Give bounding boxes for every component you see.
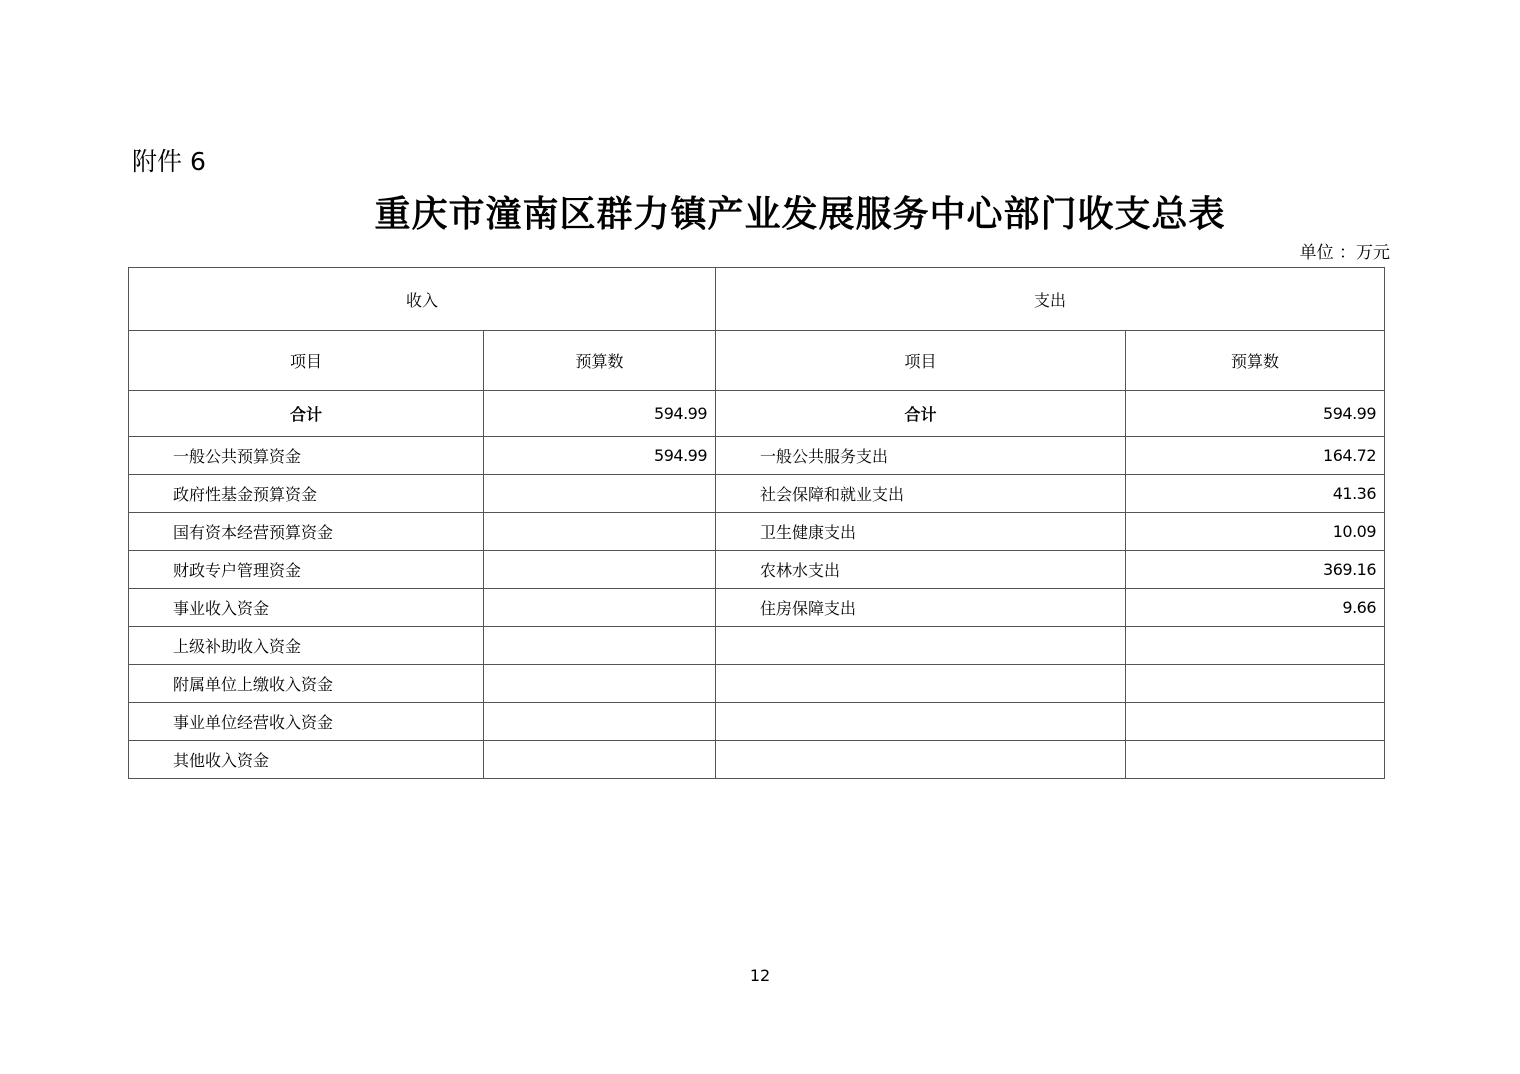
expense-total-value: 594.99: [1126, 391, 1385, 437]
income-section-header: 收入: [129, 268, 716, 331]
table-row: [129, 437, 1385, 475]
expense-value-cell: 10.09: [1126, 513, 1385, 551]
budget-summary-table: [128, 267, 1385, 779]
table-row: [129, 589, 1385, 627]
income-item-cell: 财政专户管理资金: [129, 551, 484, 589]
expense-item-column-header: 项目: [716, 331, 1126, 391]
income-value-cell: [484, 589, 716, 627]
table-row: [129, 741, 1385, 779]
expense-item-cell: [716, 703, 1126, 741]
table-row: [129, 627, 1385, 665]
expense-value-cell: [1126, 703, 1385, 741]
income-total-label: 合计: [129, 391, 484, 437]
column-header-row: [129, 331, 1385, 391]
income-item-cell: 国有资本经营预算资金: [129, 513, 484, 551]
income-item-cell: 事业单位经营收入资金: [129, 703, 484, 741]
income-value-cell: [484, 551, 716, 589]
attachment-label: 附件 6: [132, 147, 206, 176]
expense-item-cell: [716, 665, 1126, 703]
income-item-column-header: 项目: [129, 331, 484, 391]
total-row: [129, 391, 1385, 437]
unit-label: 单位 ：万元: [1299, 243, 1390, 263]
expense-item-cell: 卫生健康支出: [716, 513, 1126, 551]
expense-value-cell: [1126, 665, 1385, 703]
income-value-cell: [484, 703, 716, 741]
income-value-cell: [484, 513, 716, 551]
income-budget-column-header: 预算数: [484, 331, 716, 391]
income-value-cell: [484, 741, 716, 779]
income-item-cell: 上级补助收入资金: [129, 627, 484, 665]
expense-item-cell: 社会保障和就业支出: [716, 475, 1126, 513]
table-row: [129, 513, 1385, 551]
expense-item-cell: 农林水支出: [716, 551, 1126, 589]
expense-value-cell: 164.72: [1126, 437, 1385, 475]
page-number: 12: [749, 966, 771, 985]
document-title: 重庆市潼南区群力镇产业发展服务中心部门收支总表: [374, 193, 1226, 235]
income-item-cell: 一般公共预算资金: [129, 437, 484, 475]
expense-item-cell: [716, 627, 1126, 665]
income-total-value: 594.99: [484, 391, 716, 437]
income-value-cell: [484, 627, 716, 665]
income-item-cell: 政府性基金预算资金: [129, 475, 484, 513]
income-value-cell: [484, 665, 716, 703]
section-header-row: [129, 268, 1385, 331]
expense-item-cell: [716, 741, 1126, 779]
expense-item-cell: 住房保障支出: [716, 589, 1126, 627]
income-item-cell: 事业收入资金: [129, 589, 484, 627]
income-item-cell: 附属单位上缴收入资金: [129, 665, 484, 703]
expense-budget-column-header: 预算数: [1126, 331, 1385, 391]
expense-total-label: 合计: [716, 391, 1126, 437]
expense-item-cell: 一般公共服务支出: [716, 437, 1126, 475]
income-value-cell: 594.99: [484, 437, 716, 475]
table-row: [129, 703, 1385, 741]
table-row: [129, 551, 1385, 589]
income-item-cell: 其他收入资金: [129, 741, 484, 779]
expense-value-cell: 9.66: [1126, 589, 1385, 627]
expense-section-header: 支出: [716, 268, 1385, 331]
expense-value-cell: [1126, 627, 1385, 665]
table-row: [129, 665, 1385, 703]
income-value-cell: [484, 475, 716, 513]
table-row: [129, 475, 1385, 513]
expense-value-cell: 41.36: [1126, 475, 1385, 513]
expense-value-cell: [1126, 741, 1385, 779]
expense-value-cell: 369.16: [1126, 551, 1385, 589]
